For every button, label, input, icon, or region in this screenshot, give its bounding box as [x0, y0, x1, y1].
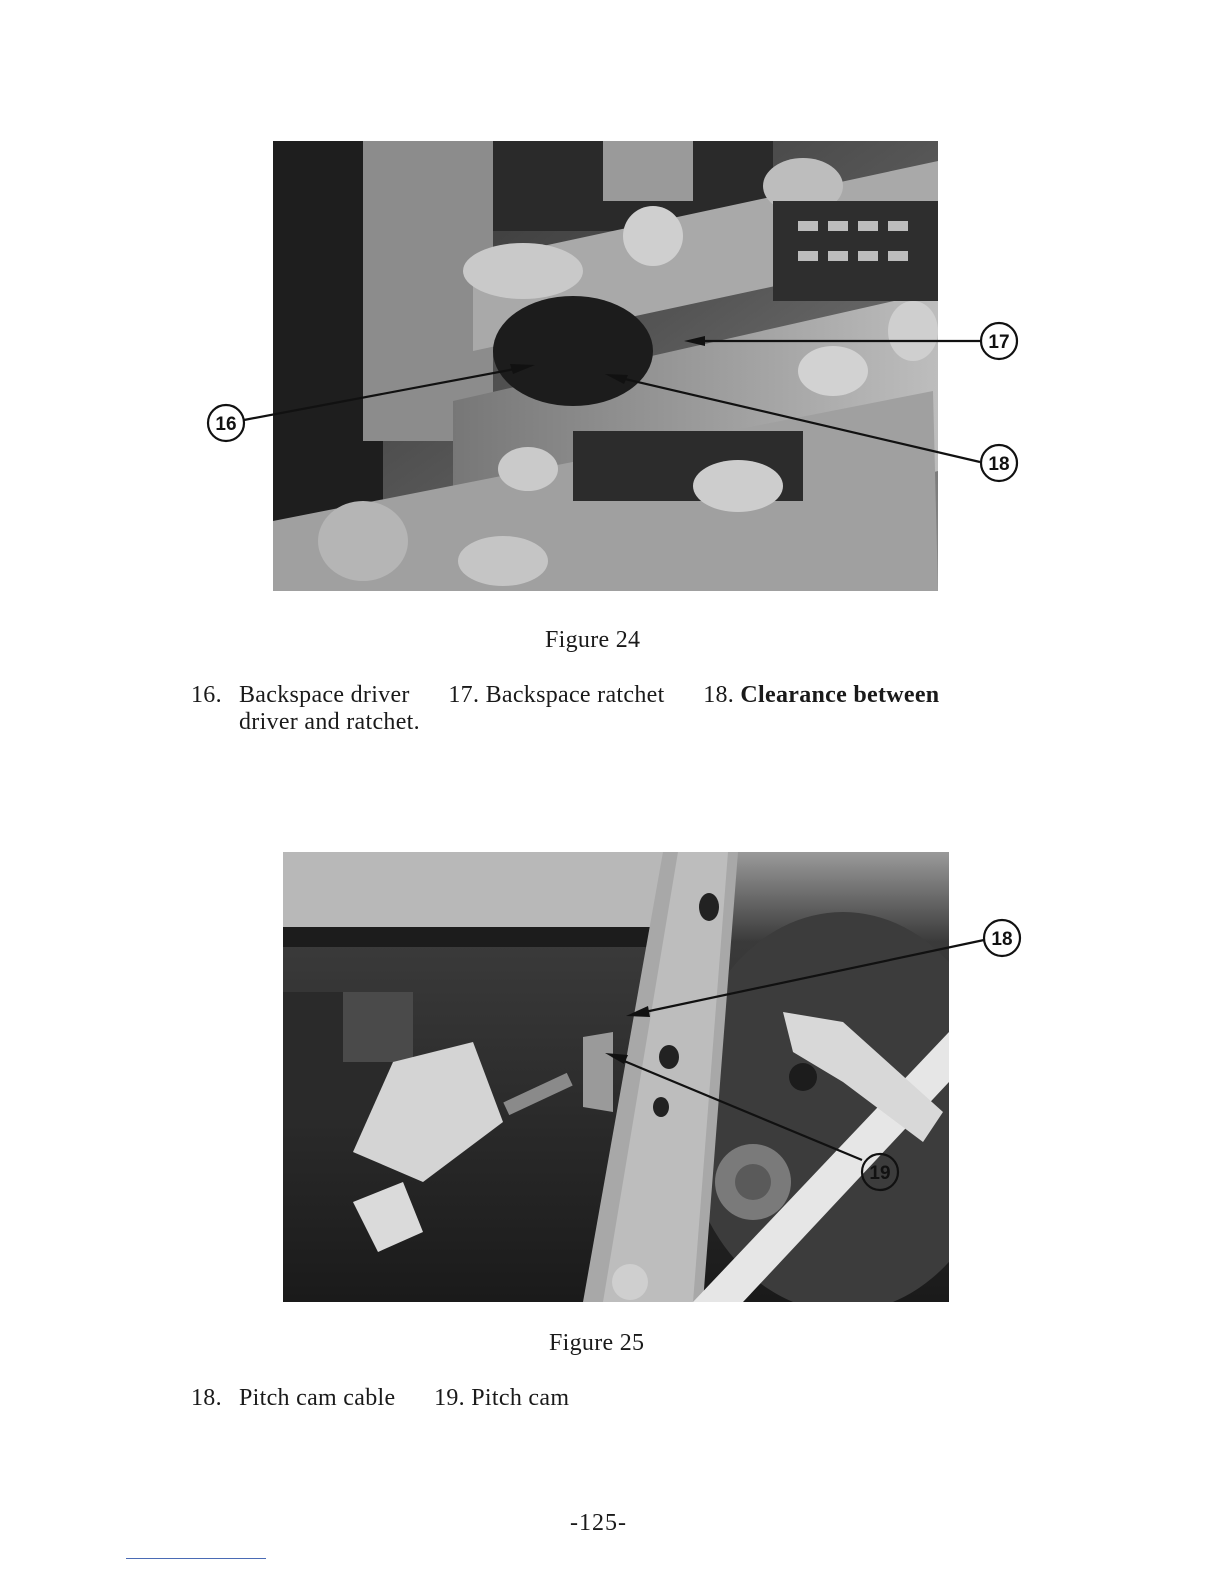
figure-24-caption: Figure 24	[545, 627, 641, 653]
legend-label: Backspace ratchet	[485, 682, 665, 708]
figure-24-callout-16: 16	[215, 414, 237, 435]
figure-25-callout-19: 19	[869, 1163, 891, 1184]
legend-label: Clearance between	[740, 682, 940, 708]
figure-24-legend	[191, 682, 939, 736]
figure-25-callout-18: 18	[991, 929, 1013, 950]
legend-number: 19.	[434, 1385, 465, 1411]
figure-24-callout-17: 17	[988, 332, 1010, 353]
figure-25-caption: Figure 25	[549, 1330, 645, 1356]
legend-item	[697, 682, 940, 708]
legend-label: Pitch cam cable	[239, 1385, 396, 1411]
legend-item	[428, 1385, 570, 1411]
legend-label: Pitch cam	[471, 1385, 570, 1411]
legend-number: 18.	[191, 1385, 222, 1411]
legend-item	[191, 1385, 402, 1411]
legend-number: 18.	[703, 682, 735, 708]
legend-number: 16.	[191, 682, 222, 708]
footnote-rule	[126, 1558, 266, 1559]
legend-item	[191, 682, 416, 708]
page-number: -125-	[570, 1510, 627, 1536]
figure-25-photo	[283, 852, 949, 1302]
legend-number: 17.	[448, 682, 480, 708]
figure-24-photo	[273, 141, 938, 591]
legend-continuation: driver and ratchet.	[239, 709, 420, 735]
legend-label: Backspace driver	[239, 682, 410, 708]
figure-24-callout-18: 18	[988, 454, 1010, 475]
legend-item	[442, 682, 671, 708]
figure-25-legend	[191, 1385, 569, 1412]
